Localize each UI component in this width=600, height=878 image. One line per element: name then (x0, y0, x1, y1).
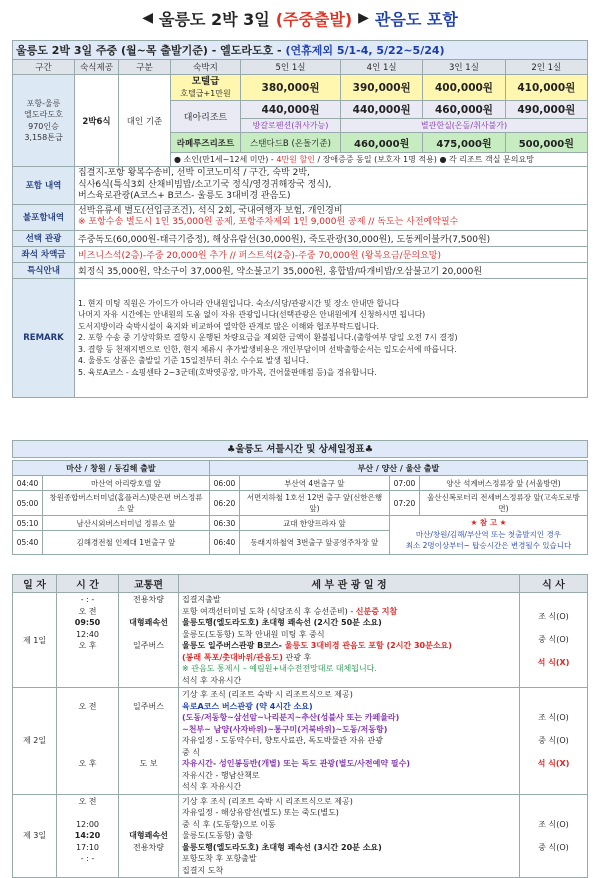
text-cell: 조 식(O) (538, 612, 569, 622)
text-cell: ※ 관음도 통제시 – 예림원+내수전전망대로 대체됩니다. (182, 664, 377, 673)
day2-transport (119, 688, 179, 795)
text-cell: 식사6식(특식3회 산채비빔밥/소고기국 정식/영경귀해장국 정식), (78, 179, 332, 190)
hotel-motel (171, 75, 241, 101)
child-notice (171, 153, 588, 167)
text-cell: 버스육로관광(A코스+ B코스- 울릉도 3대비경 관음도) (78, 191, 291, 201)
special-label: 특식안내 (13, 262, 75, 278)
text-cell: 14:20 (74, 831, 101, 840)
text-cell: 울산신복로터리 전세버스정류장 앞(고속도로방면) (419, 491, 587, 516)
text-cell: 자유일정 - 해상유람선(별도) 또는 죽도(별도) (182, 808, 339, 817)
text-cell: 06:00 (209, 476, 239, 491)
text-cell: 2인 1실 (505, 60, 587, 75)
price-daea-4: 440,000원 (341, 101, 423, 119)
day1-times (57, 593, 119, 688)
option-text: 주중독도(60,000원-태극기증정), 해상유람선(30,000원), 죽도관광(30,000원), 도동케이블카(7,500원) (75, 230, 588, 246)
text-cell: 신분증 지참 (355, 606, 398, 616)
text-cell: ★ 참 고 ★ (470, 518, 507, 527)
price-lap-2: 500,000원 (505, 133, 587, 153)
text-cell: 06:40 (209, 531, 239, 555)
text-cell: 3,158톤급 (24, 133, 63, 142)
text-cell: 호텔급+1만원 (180, 88, 231, 98)
text-cell: - : - (80, 854, 95, 863)
schedule-table (12, 574, 588, 878)
text-cell: 세 부 관 광 일 정 (179, 575, 520, 593)
text-cell: 울릉도 일주버스관광 B코스- (182, 641, 285, 650)
text-cell: 오 전 (78, 796, 97, 806)
table-header (13, 60, 588, 75)
text-cell: (봉래 폭포/촛대바위/관음도) (182, 652, 283, 662)
text-cell: ※ 포항수송 별도시 1인 35,000원 공제, 포항주차제외 1인 9,000원 공제 // 독도는 사전예약필수 (78, 217, 459, 227)
day2-meals (520, 688, 588, 795)
text-cell: 숙식제공 (75, 60, 119, 75)
text-cell: 교통편 (119, 575, 179, 593)
day1-detail (179, 593, 520, 688)
shuttle-header-right: 부산 / 양산 / 울산 출발 (209, 461, 587, 476)
page-title (0, 0, 600, 36)
text-cell: 중 식(O) (538, 842, 569, 852)
text-cell: 06:20 (209, 491, 239, 516)
price-daea-2: 490,000원 (505, 101, 587, 119)
price-lap-4: 460,000원 (341, 133, 423, 153)
title-suffix: 관음도 포함 (374, 9, 458, 29)
text-cell: 06:30 (209, 516, 239, 531)
text-cell: 선박유류세 별도(선입금조건), 석식 2회, 국내여행자 보험, 개인경비 (78, 205, 343, 216)
text-cell: 12:40 (75, 629, 100, 639)
text-cell: 울릉도 3대비경 관음도 포함 (2시간 30분소요) (284, 641, 452, 650)
text-cell: 3인 1실 (423, 60, 505, 75)
title-highlight: (주중출발) (275, 9, 353, 29)
text-cell: 조 식(O) (538, 713, 569, 722)
text-cell: 부산역 4번출구 앞 (239, 476, 389, 491)
text-cell: 전용차량 (133, 842, 164, 852)
laperouse-sub: 스탠다드B (온돌기준) (241, 133, 341, 153)
text-cell: 05:00 (13, 491, 43, 516)
text-cell: 970인승 (28, 121, 59, 131)
day1-meals (520, 593, 588, 688)
text-cell: 4. 울릉도 상품은 출발일 기준 15일전부터 취소 수수료 발생 됩니다. (78, 356, 309, 365)
text-cell: 5. 육로A코스 - 쇼핑센타 2~3군데(호박엿공장, 마가목, 건어물판매점 등)을 경유합니다. (78, 367, 377, 377)
text-cell: 나머지 자유 시간에는 안내원의 도움 없이 자유 관광입니다(선택관광은 안내원에게 신청하시면 됩니다) (78, 310, 426, 319)
price-lap-3: 475,000원 (423, 133, 505, 153)
text-cell: 엘도라도호 (24, 110, 63, 119)
text-cell: 오 전 (78, 701, 97, 711)
text-cell: 오 후 (78, 641, 97, 650)
text-cell: 5인 1실 (241, 60, 341, 75)
text-cell: 관광 후 (285, 652, 312, 662)
daea-note-right: 별관한실(온돌/취사불가) (341, 119, 588, 133)
text-cell: 자유일정 - 도동약수터, 향토사료관, 독도박물관 자유 관광 (182, 736, 383, 745)
text-cell: 구간 (13, 60, 75, 75)
remark-text (75, 278, 588, 398)
shuttle-table (12, 460, 588, 555)
text-cell: 울릉도 2박 3일 주중 (월~목 출발기준) - 엘도라도호 - (16, 44, 286, 57)
text-cell: 오 전 (78, 606, 97, 616)
day-2: 제 2일 (13, 688, 57, 795)
text-cell: 기상 후 조식 (리조트 숙박 시 리조트식으로 제공) (182, 796, 353, 806)
shuttle-note (389, 516, 587, 555)
day2-detail (179, 688, 520, 795)
text-cell: 석식 후 자유시간 (182, 782, 242, 791)
text-cell: 대형쾌속선 (129, 618, 168, 627)
text-cell: 집결지 도착 (182, 865, 224, 875)
day2-times (57, 688, 119, 795)
text-cell: 04:40 (13, 476, 43, 491)
text-cell: 17:10 (75, 842, 100, 852)
text-cell: 포항-울릉 (26, 98, 61, 108)
text-cell: 1. 현지 미팅 직원은 가이드가 아니라 안내원입니다. 숙소/식당/관광시간 및 장소 안내만 합니다 (78, 298, 400, 308)
text-cell: 집결지출발 (182, 595, 221, 604)
text-cell: 중 식(O) (538, 635, 569, 645)
text-cell: 오 후 (78, 759, 97, 768)
text-cell: 중 식 후 (도동항)으로 이동 (182, 819, 276, 829)
text-cell: 3. 결항 등 천재지변으로 인한, 현지 체류시 추가발생비용은 개인부담이며 선박출항순서는 입도순서에 따릅니다. (78, 344, 457, 354)
text-cell: 2. 포항 수송 중 기상악화로 결항시 운행된 차량요금을 제외한 금액이 환불됩니다.(출항여부 당일 오전 7시 결정) (78, 333, 458, 342)
include-text (75, 167, 588, 205)
text-cell: 조 식(O) (538, 819, 569, 829)
text-cell: 포항도착 후 포항출발 (182, 854, 257, 863)
text-cell: 모텔급 (191, 76, 220, 87)
exclude-text (75, 204, 588, 230)
text-cell: 울릉도(도동항) 도착 안내원 미팅 후 중식 (182, 629, 325, 639)
text-cell: 시 간 (57, 575, 119, 593)
text-cell: 석 식(X) (537, 658, 570, 668)
text-cell: 남산시외버스터미널 정류소 앞 (43, 516, 210, 531)
text-cell: / 장애증증 동일 (보호자 1명 적용) ● 각 리조트 객실 문의요망 (314, 155, 534, 164)
day3-times (57, 794, 119, 878)
text-cell: 석식 후 자유시간 (182, 675, 242, 685)
text-cell: 일주버스 (133, 701, 164, 711)
hotel-laperouse: 라페루즈리조트 (171, 133, 241, 153)
text-cell: 교대 한양프라자 앞 (239, 516, 389, 531)
seat-label: 좌석 차액금 (13, 246, 75, 262)
text-cell: 4인 1실 (341, 60, 423, 75)
text-cell: 05:40 (13, 531, 43, 555)
text-cell: 대형쾌속선 (129, 831, 168, 840)
day3-meals (520, 794, 588, 878)
price-motel-2: 410,000원 (505, 75, 587, 101)
text-cell: 양산 석계버스정류장 앞 (서울방면) (419, 476, 587, 491)
route-cell (13, 75, 75, 167)
text-cell: 마산역 아리랑호텔 앞 (43, 476, 210, 491)
text-cell: 울릉도(도동항) 출항 (182, 831, 253, 840)
text-cell: 07:20 (389, 491, 419, 516)
text-cell: 자유시간- 성인봉등반(개별) 또는 독도 관광(별도/사전예약 필수) (182, 759, 410, 768)
exclude-label: 불포함내역 (13, 204, 75, 230)
price-motel-3: 400,000원 (423, 75, 505, 101)
text-cell: 도 보 (139, 759, 158, 768)
product-band (13, 41, 588, 60)
price-motel-4: 390,000원 (341, 75, 423, 101)
text-cell: 일 자 (13, 575, 57, 593)
right-triangle-icon: ▶ (358, 10, 369, 26)
text-cell: 석 식(X) (537, 759, 570, 768)
text-cell: 울릉도행(엘도라도호) 초대형 쾌속선 (3시간 20분 소요) (182, 842, 382, 852)
text-cell: 중 식 (182, 747, 200, 757)
text-cell: 도서지방이라 숙박시설이 육지와 비교하여 열악한 관계로 많은 이해와 협조부탁드립니다. (78, 321, 379, 331)
left-triangle-icon: ◀ (142, 10, 153, 26)
section-title: ♣울릉도 셔틀시간 및 상세일정표♣ (12, 440, 588, 458)
meal-cell: 2박6식 (75, 75, 119, 167)
day-3: 제 3일 (13, 794, 57, 878)
text-cell: 숙박지 (171, 60, 241, 75)
include-label: 포함 내역 (13, 167, 75, 205)
text-cell: 울릉도행(엘도라도호) 초대형 쾌속선 (2시간 50분 소요) (182, 618, 382, 627)
text-cell: 자유시간 - 행남산책로 (182, 770, 260, 780)
text-cell: 서면지하철 1호선 12번 출구 앞(신한은행 앞) (239, 491, 389, 516)
text-cell: 07:00 (389, 476, 419, 491)
text-cell: 김해경전철 인제대 1번출구 앞 (43, 531, 210, 555)
text-cell: 구분 (119, 60, 171, 75)
day3-transport (119, 794, 179, 878)
text-cell: 육로A코스 버스관광 (약 4시간 소요) (182, 701, 313, 711)
text-cell: - : - (80, 595, 95, 604)
text-cell: 최소 2명이상부터~ 탑승시간은 변경될수 있습니다 (405, 541, 572, 550)
product-table (12, 40, 588, 398)
text-cell: ● 소인(만1세~12세 미만) - (174, 155, 277, 164)
seat-text: 비즈니스석(2층)-주중 20,000원 추가 // 퍼스트석(2층)-주중 70,000원 (왕복요금/문의요망) (75, 246, 588, 262)
remark-label: REMARK (13, 278, 75, 398)
text-cell: 식 사 (520, 575, 588, 593)
text-cell: 마산/창원/김해/부산역 또는 첫출발지인 경우 (415, 529, 562, 539)
day-1: 제 1일 (13, 593, 57, 688)
option-label: 선택 관광 (13, 230, 75, 246)
text-cell: 동래지하철역 3번출구 앞공영주차장 앞 (239, 531, 389, 555)
shuttle-header-left: 마산 / 창원 / 동김해 출발 (13, 461, 210, 476)
text-cell: 4만원 할인 (276, 155, 315, 164)
day3-detail (179, 794, 520, 878)
price-daea-3: 460,000원 (423, 101, 505, 119)
text-cell: 집결지-포항 왕복수송비, 선박 이코노미석 / 구간, 숙박 2박, (78, 168, 310, 178)
text-cell: ~천부~ 남양(사자바위)~통구미(거북바위)~도동/저동항) (182, 724, 388, 734)
day1-transport (119, 593, 179, 688)
text-cell: 일주버스 (133, 641, 164, 650)
category-cell: 대인 기준 (119, 75, 171, 167)
text-cell: 05:10 (13, 516, 43, 531)
text-cell: 포항 여객선터미널 도착 (식당조식 후 승선준비) - (182, 606, 356, 616)
daea-note-left: 방갈로펜션(취사가능) (241, 119, 341, 133)
text-cell: 전용차량 (133, 595, 164, 604)
special-text: 회정식 35,000원, 약소구이 37,000원, 약소불고기 35,000원, 홍합밥/따개비밥/오삼불고기 20,000원 (75, 262, 588, 278)
price-motel-5: 380,000원 (241, 75, 341, 101)
text-cell: 창원종합버스터미널(홈플러스)맞은편 버스정류소 앞 (43, 491, 210, 516)
text-cell: 기상 후 조식 (리조트 숙박 시 리조트식으로 제공) (182, 690, 353, 699)
text-cell: (연휴제외 5/1-4, 5/22~5/24) (285, 44, 445, 57)
title-prefix: 울릉도 2박 3일 (159, 9, 270, 29)
text-cell: 12:00 (75, 819, 100, 829)
hotel-daea: 대아리조트 (171, 101, 241, 133)
price-daea-5: 440,000원 (241, 101, 341, 119)
text-cell: (도동/저동항~삼선암~나리분지~추산(성불사 또는 카페율라) (182, 713, 400, 722)
text-cell: 중 식(O) (538, 736, 569, 745)
text-cell: 09:50 (74, 618, 101, 627)
